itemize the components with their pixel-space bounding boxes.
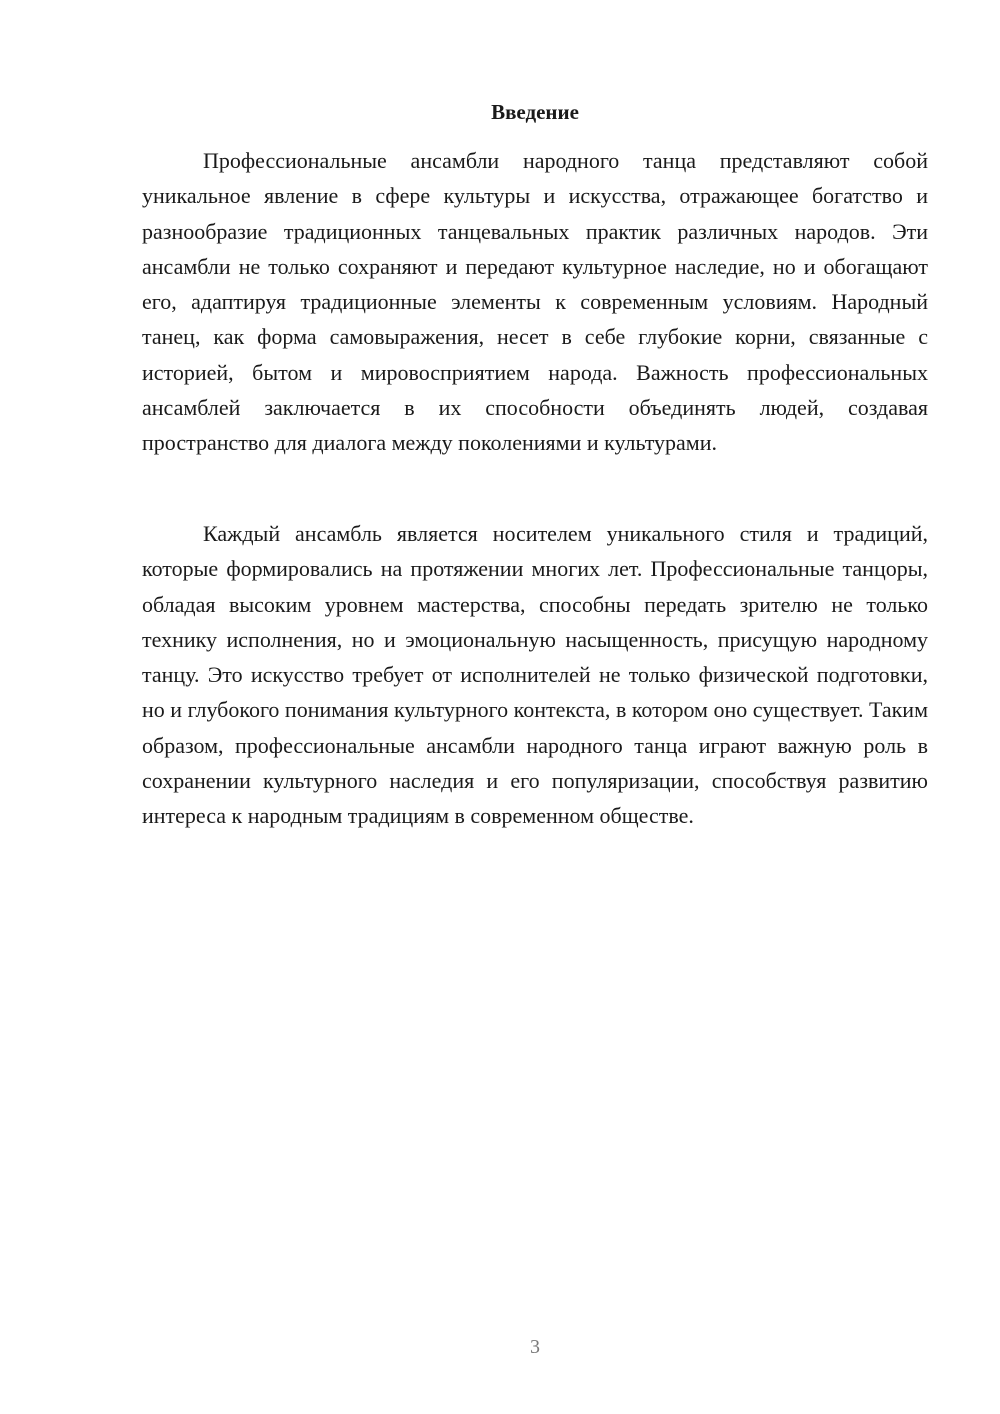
paragraph-2: Каждый ансамбль является носителем уникального стиля и традиций, которые формировались на протяжении многих лет. Профессиональные танцоры, обладая высоким уровнем мастерства, способны передать зрителю не только технику исполнения, но и эмоциональную насыщенность, присущую народному танцу. Это искусство требует от исполнителей не только физической подготовки, но и глубокого понимания культурного контекста, в котором оно существует. Таким образом, профессиональные ансамбли народного танца играют важную роль в сохранении культурного наследия и его популяризации, способствуя развитию интереса к народным традициям в современном обществе. — [142, 521, 928, 829]
paragraph-1: Профессиональные ансамбли народного танца представляют собой уникальное явление в сфере культуры и искусства, отражающее богатство и разнообразие традиционных танцевальных практик различных народов. Эти ансамбли не только сохраняют и передают культурное наследие, но и обогащают его, адаптируя традиционные элементы к современным условиям. Народный танец, как форма самовыражения, несет в себе глубокие корни, связанные с историей, бытом и мировосприятием народа. Важность профессиональных ансамблей заключается в их способности объединять людей, создавая пространство для диалога между поколениями и культурами. — [142, 148, 928, 456]
page-number: 3 — [530, 1336, 540, 1358]
section-title: Введение — [491, 100, 579, 124]
